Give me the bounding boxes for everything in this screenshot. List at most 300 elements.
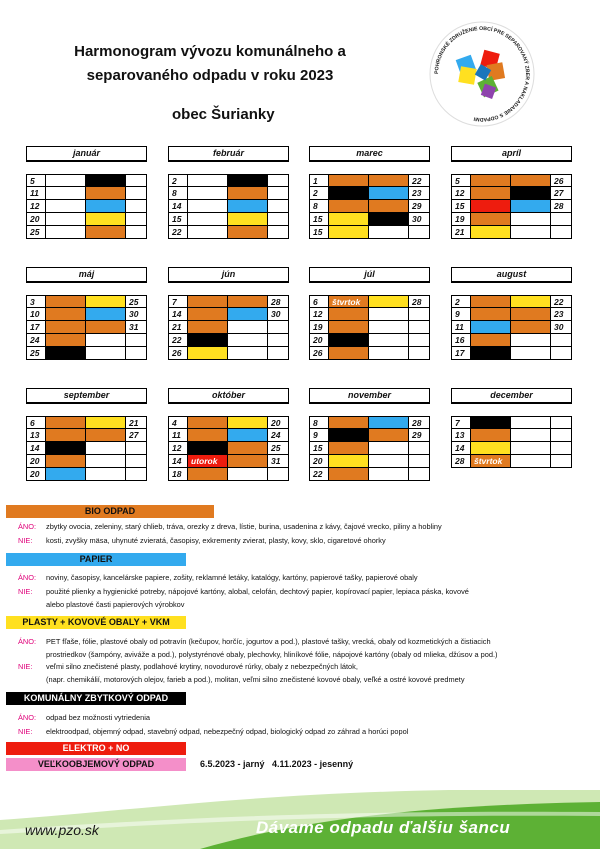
slogan: Dávame odpadu ďalšiu šancu: [256, 818, 511, 837]
schedule-row: [309, 295, 430, 308]
day-cell: 8: [309, 200, 329, 213]
schedule-row: [451, 295, 572, 308]
day-cell: 31: [268, 455, 289, 468]
collection-cell: [471, 174, 511, 187]
schedule-row: [309, 321, 430, 334]
day-cell: [409, 347, 430, 360]
pzo-logo: [426, 18, 538, 130]
collection-cell: [511, 187, 551, 200]
month-name: november: [309, 388, 430, 404]
collection-cell: [329, 174, 369, 187]
schedule-row: [168, 429, 289, 442]
collection-cell: [86, 321, 126, 334]
logo-ring-text: POHRONSKÉ ZDRUŽENIE OBCÍ PRE SEPAROVANÝ ZBER A NAKLADANIE S ODPADMI: [433, 25, 531, 123]
schedule-row: [26, 213, 147, 226]
schedule-row: [309, 174, 430, 187]
collection-cell: [188, 226, 228, 239]
day-cell: 24: [26, 334, 46, 347]
paper-yes-text: noviny, časopisy, kancelárske papiere, zošity, reklamné letáky, katalógy, kartóny, papierové tašky, papierové obaly: [46, 573, 418, 582]
schedule-row: [451, 416, 572, 429]
collection-cell: [46, 308, 86, 321]
collection-cell: [188, 213, 228, 226]
day-cell: [126, 174, 147, 187]
day-cell: [409, 321, 430, 334]
communal-yes-tag: ÁNO:: [18, 713, 37, 722]
schedule-row: [309, 187, 430, 200]
month-grid: [26, 416, 147, 481]
day-cell: 15: [309, 442, 329, 455]
day-cell: 20: [309, 455, 329, 468]
day-cell: 30: [268, 308, 289, 321]
schedule-row: [26, 334, 147, 347]
collection-cell: [46, 187, 86, 200]
month-name: február: [168, 146, 289, 162]
month-name: apríl: [451, 146, 572, 162]
collection-cell: [86, 295, 126, 308]
collection-cell: [86, 429, 126, 442]
collection-cell: [188, 429, 228, 442]
collection-cell: [369, 468, 409, 481]
collection-cell: [46, 295, 86, 308]
schedule-row: [26, 442, 147, 455]
collection-cell: [188, 200, 228, 213]
day-cell: 14: [168, 200, 188, 213]
collection-cell: [471, 187, 511, 200]
month-grid: [26, 295, 147, 360]
collection-cell: [369, 226, 409, 239]
collection-cell: [46, 347, 86, 360]
month-grid: [451, 416, 572, 468]
collection-cell: [228, 321, 268, 334]
day-cell: 20: [309, 334, 329, 347]
collection-cell: [46, 334, 86, 347]
schedule-row: [309, 429, 430, 442]
schedule-row: [26, 174, 147, 187]
month-name: október: [168, 388, 289, 404]
day-cell: 29: [409, 429, 430, 442]
day-cell: [268, 468, 289, 481]
day-cell: [126, 226, 147, 239]
collection-cell: [329, 442, 369, 455]
day-cell: [126, 187, 147, 200]
schedule-row: [26, 416, 147, 429]
collection-cell: [329, 416, 369, 429]
collection-cell: [86, 442, 126, 455]
day-cell: 11: [26, 187, 46, 200]
day-cell: 27: [126, 429, 147, 442]
day-cell: [551, 334, 572, 347]
day-cell: 19: [309, 321, 329, 334]
schedule-row: [451, 213, 572, 226]
schedule-row: [168, 347, 289, 360]
collection-cell: [228, 442, 268, 455]
day-cell: 30: [126, 308, 147, 321]
collection-cell: [228, 200, 268, 213]
day-cell: 6: [309, 295, 329, 308]
day-cell: 23: [409, 187, 430, 200]
collection-cell: [471, 442, 511, 455]
bio-header: BIO ODPAD: [6, 505, 214, 518]
collection-cell: [471, 213, 511, 226]
day-cell: 11: [168, 429, 188, 442]
month-grid: [26, 174, 147, 239]
collection-cell: [188, 442, 228, 455]
plastic-no-text-2: (napr. chemikálií, motorových olejov, farieb a pod.), molitan, veľmi silno znečistené kovové obaly, veľké a ostré kovové predmety: [46, 675, 465, 684]
day-cell: 17: [26, 321, 46, 334]
collection-cell: [369, 187, 409, 200]
schedule-row: [168, 226, 289, 239]
day-cell: 12: [451, 187, 471, 200]
day-cell: [126, 442, 147, 455]
day-cell: [409, 442, 430, 455]
collection-cell: [228, 468, 268, 481]
day-cell: [551, 226, 572, 239]
day-cell: 5: [26, 174, 46, 187]
collection-cell: [86, 174, 126, 187]
collection-cell: [511, 334, 551, 347]
day-cell: 7: [451, 416, 471, 429]
schedule-row: [451, 442, 572, 455]
collection-cell: [471, 334, 511, 347]
collection-cell: [46, 468, 86, 481]
day-cell: 28: [409, 295, 430, 308]
collection-cell: [329, 321, 369, 334]
schedule-row: [451, 174, 572, 187]
collection-cell: [369, 308, 409, 321]
schedule-row: [451, 455, 572, 468]
schedule-row: [26, 429, 147, 442]
month-grid: [309, 295, 430, 360]
day-cell: 23: [551, 308, 572, 321]
collection-cell: [228, 334, 268, 347]
collection-cell: [46, 455, 86, 468]
month-name: máj: [26, 267, 147, 283]
day-cell: [126, 200, 147, 213]
collection-cell: [188, 468, 228, 481]
schedule-row: [309, 226, 430, 239]
schedule-row: [26, 187, 147, 200]
month-name: marec: [309, 146, 430, 162]
day-cell: 26: [168, 347, 188, 360]
collection-cell: [228, 295, 268, 308]
schedule-row: [168, 200, 289, 213]
day-cell: [268, 321, 289, 334]
collection-cell: [228, 174, 268, 187]
day-cell: 1: [309, 174, 329, 187]
plastic-no-tag: NIE:: [18, 662, 33, 671]
day-cell: [126, 334, 147, 347]
day-cell: [268, 174, 289, 187]
day-cell: [268, 200, 289, 213]
collection-cell: [511, 416, 551, 429]
schedule-row: [451, 429, 572, 442]
day-cell: 20: [26, 455, 46, 468]
day-cell: 12: [26, 200, 46, 213]
collection-cell: [228, 347, 268, 360]
schedule-row: [26, 295, 147, 308]
day-cell: [551, 213, 572, 226]
month-grid: [309, 174, 430, 239]
collection-cell: [369, 347, 409, 360]
month-name: jún: [168, 267, 289, 283]
day-cell: [551, 416, 572, 429]
title-line-2: separovaného odpadu v roku 2023: [86, 67, 334, 84]
day-cell: 5: [451, 174, 471, 187]
day-cell: [126, 347, 147, 360]
schedule-row: [168, 187, 289, 200]
day-cell: 21: [451, 226, 471, 239]
schedule-row: [26, 226, 147, 239]
collection-cell: [188, 308, 228, 321]
month-name: december: [451, 388, 572, 404]
schedule-row: [451, 187, 572, 200]
day-cell: 20: [26, 468, 46, 481]
collection-cell: [86, 308, 126, 321]
day-cell: 14: [168, 455, 188, 468]
day-cell: 12: [168, 442, 188, 455]
collection-cell: [471, 308, 511, 321]
schedule-row: [309, 468, 430, 481]
collection-cell: [228, 308, 268, 321]
collection-cell: [369, 213, 409, 226]
collection-cell: [228, 226, 268, 239]
collection-cell: [329, 213, 369, 226]
day-cell: [409, 226, 430, 239]
collection-cell: [329, 347, 369, 360]
collection-cell: [86, 187, 126, 200]
collection-cell: [471, 200, 511, 213]
month-grid: [451, 174, 572, 239]
day-cell: 28: [268, 295, 289, 308]
collection-cell: [86, 347, 126, 360]
collection-cell: [46, 442, 86, 455]
day-cell: [551, 429, 572, 442]
collection-cell: [471, 429, 511, 442]
collection-cell: [329, 200, 369, 213]
collection-cell: [86, 200, 126, 213]
day-cell: 14: [451, 442, 471, 455]
schedule-row: [168, 295, 289, 308]
collection-cell: [188, 334, 228, 347]
day-cell: 29: [409, 200, 430, 213]
collection-cell: [188, 295, 228, 308]
day-cell: [268, 213, 289, 226]
day-cell: 20: [26, 213, 46, 226]
collection-cell: [46, 429, 86, 442]
collection-cell: [46, 416, 86, 429]
day-cell: 13: [451, 429, 471, 442]
title-line-1: Harmonogram vývozu komunálneho a: [74, 43, 346, 60]
bio-yes-tag: ÁNO:: [18, 522, 37, 531]
day-cell: 28: [409, 416, 430, 429]
day-cell: 8: [168, 187, 188, 200]
plastic-yes-text-2: prostriedkov (šampóny, aviváže a pod.), polystyrénové obaly, plechovky, hliníkové fólie, nápojové kartóny (obaly od mlieka, džúsov a pod.): [46, 650, 498, 659]
collection-cell: [511, 442, 551, 455]
day-cell: [409, 308, 430, 321]
collection-cell: [86, 416, 126, 429]
collection-cell: [471, 416, 511, 429]
collection-cell: [369, 295, 409, 308]
collection-cell: [329, 455, 369, 468]
collection-cell: [228, 187, 268, 200]
collection-cell: [46, 226, 86, 239]
schedule-row: [309, 334, 430, 347]
day-cell: 24: [268, 429, 289, 442]
collection-cell: [86, 226, 126, 239]
schedule-row: [26, 347, 147, 360]
month-grid: [309, 416, 430, 481]
schedule-row: [26, 308, 147, 321]
day-cell: 10: [26, 308, 46, 321]
bio-no-text: kosti, zvyšky mäsa, uhynuté zvieratá, časopisy, exkrementy zvierat, plasty, kovy, sklo, cigaretové ohorky: [46, 536, 386, 545]
collection-cell: [369, 334, 409, 347]
collection-cell: [511, 347, 551, 360]
collection-cell: [329, 429, 369, 442]
collection-cell: [369, 442, 409, 455]
paper-header: PAPIER: [6, 553, 186, 566]
day-cell: 26: [309, 347, 329, 360]
special-day-label: utorok: [188, 455, 228, 468]
day-cell: 25: [26, 347, 46, 360]
collection-cell: [471, 321, 511, 334]
day-cell: 19: [451, 213, 471, 226]
day-cell: [268, 334, 289, 347]
collection-cell: [86, 334, 126, 347]
month-grid: [168, 416, 289, 481]
special-day-label: štvrtok: [471, 455, 511, 468]
day-cell: 9: [309, 429, 329, 442]
collection-cell: [511, 174, 551, 187]
collection-cell: [86, 468, 126, 481]
special-day-label: štvrtok: [329, 295, 369, 308]
plastic-yes-tag: ÁNO:: [18, 637, 37, 646]
schedule-row: [26, 200, 147, 213]
day-cell: 18: [168, 468, 188, 481]
paper-no-text-1: použité plienky a hygienické potreby, nápojové kartóny, alobal, celofán, dechtový papier, kopírovací papier, lepiaca páska, kovové: [46, 587, 469, 596]
schedule-row: [168, 321, 289, 334]
schedule-row: [451, 308, 572, 321]
day-cell: 30: [551, 321, 572, 334]
day-cell: 7: [168, 295, 188, 308]
day-cell: 21: [168, 321, 188, 334]
day-cell: [409, 334, 430, 347]
day-cell: 21: [126, 416, 147, 429]
day-cell: 8: [309, 416, 329, 429]
collection-cell: [46, 213, 86, 226]
schedule-row: [309, 200, 430, 213]
day-cell: 22: [168, 226, 188, 239]
schedule-row: [309, 308, 430, 321]
day-cell: 30: [409, 213, 430, 226]
month-grid: [451, 295, 572, 360]
day-cell: 28: [551, 200, 572, 213]
day-cell: 9: [451, 308, 471, 321]
month-name: september: [26, 388, 147, 404]
day-cell: 31: [126, 321, 147, 334]
collection-cell: [511, 308, 551, 321]
website-link[interactable]: www.pzo.sk: [25, 822, 99, 838]
collection-cell: [511, 200, 551, 213]
day-cell: [551, 347, 572, 360]
day-cell: 20: [268, 416, 289, 429]
schedule-row: [168, 416, 289, 429]
collection-cell: [369, 416, 409, 429]
collection-cell: [511, 429, 551, 442]
collection-cell: [188, 187, 228, 200]
day-cell: 26: [551, 174, 572, 187]
collection-cell: [329, 308, 369, 321]
day-cell: 16: [451, 334, 471, 347]
paper-no-text-2: alebo plastové časti papierových výrobkov: [46, 600, 185, 609]
collection-cell: [86, 213, 126, 226]
day-cell: 22: [309, 468, 329, 481]
schedule-row: [309, 442, 430, 455]
collection-cell: [329, 226, 369, 239]
day-cell: 2: [309, 187, 329, 200]
schedule-row: [451, 226, 572, 239]
communal-header: KOMUNÁLNY ZBYTKOVÝ ODPAD: [6, 692, 186, 705]
month-name: január: [26, 146, 147, 162]
day-cell: [268, 187, 289, 200]
collection-cell: [228, 429, 268, 442]
collection-cell: [471, 295, 511, 308]
schedule-row: [168, 174, 289, 187]
bio-yes-text: zbytky ovocia, zeleniny, starý chlieb, tráva, orezky z dreva, lístie, burina, usadenina z kávy, čajové vrecko, piliny a hobliny: [46, 522, 442, 531]
electro-header: ELEKTRO + NO: [6, 742, 186, 755]
collection-cell: [369, 429, 409, 442]
collection-cell: [86, 455, 126, 468]
collection-cell: [369, 174, 409, 187]
schedule-row: [168, 442, 289, 455]
schedule-row: [309, 416, 430, 429]
day-cell: 27: [551, 187, 572, 200]
paper-yes-tag: ÁNO:: [18, 573, 37, 582]
day-cell: [409, 468, 430, 481]
day-cell: 15: [309, 213, 329, 226]
schedule-row: [309, 455, 430, 468]
day-cell: [551, 442, 572, 455]
schedule-row: [168, 334, 289, 347]
schedule-row: [168, 308, 289, 321]
day-cell: 6: [26, 416, 46, 429]
bio-no-tag: NIE:: [18, 536, 33, 545]
day-cell: 12: [309, 308, 329, 321]
collection-cell: [228, 213, 268, 226]
day-cell: 15: [451, 200, 471, 213]
collection-cell: [188, 174, 228, 187]
day-cell: 17: [451, 347, 471, 360]
day-cell: 28: [451, 455, 471, 468]
day-cell: 22: [409, 174, 430, 187]
collection-cell: [369, 455, 409, 468]
day-cell: 15: [168, 213, 188, 226]
municipality-name: obec Šurianky: [172, 106, 275, 123]
month-name: júl: [309, 267, 430, 283]
day-cell: [126, 455, 147, 468]
schedule-row: [168, 213, 289, 226]
schedule-row: [26, 468, 147, 481]
day-cell: 15: [309, 226, 329, 239]
collection-cell: [46, 174, 86, 187]
collection-cell: [329, 187, 369, 200]
collection-cell: [511, 321, 551, 334]
day-cell: [126, 213, 147, 226]
collection-cell: [369, 321, 409, 334]
day-cell: 2: [168, 174, 188, 187]
schedule-row: [26, 455, 147, 468]
schedule-row: [451, 347, 572, 360]
day-cell: 2: [451, 295, 471, 308]
